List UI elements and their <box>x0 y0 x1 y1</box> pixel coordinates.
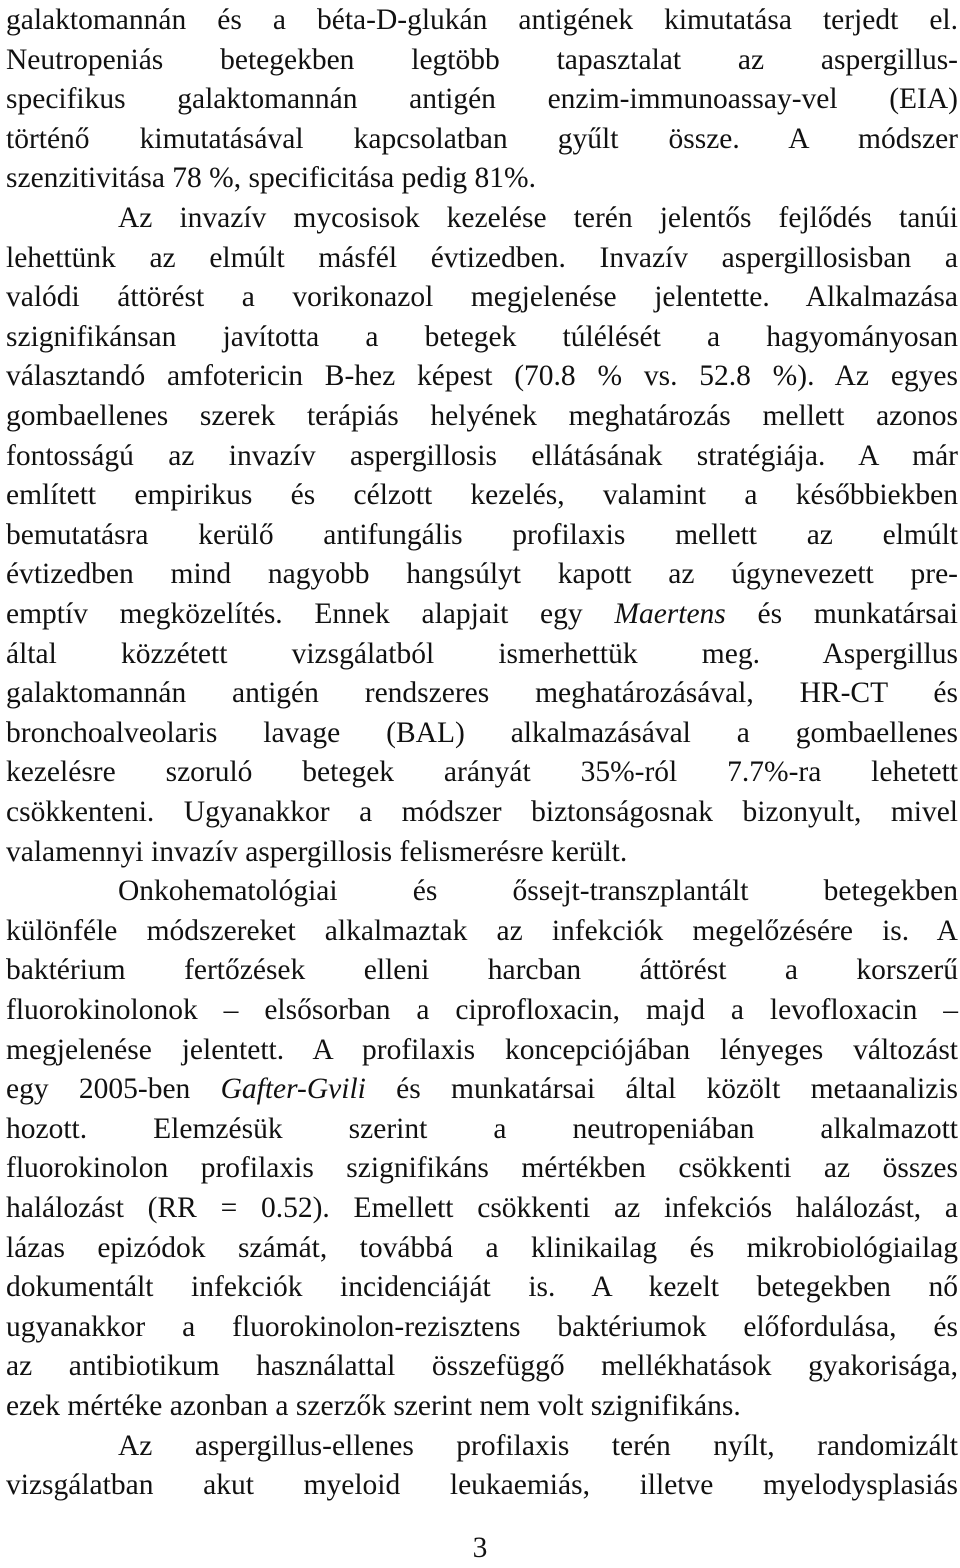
text-line: fluorokinolonok – elsősorban a ciprofloxacin, majd a levofloxacin – <box>6 994 958 1026</box>
text-line: hozott. Elemzésük szerint a neutropeniában alkalmazott <box>6 1112 958 1145</box>
text-line: ezek mértéke azonban a szerzők szerint nem volt szignifikáns. <box>6 1390 741 1422</box>
text-line: megjelenése jelentett. A profilaxis koncepciójában lényeges változást <box>6 1033 958 1066</box>
text-line: Onkohematológiai és őssejt-transzplantált betegekben <box>118 875 958 908</box>
text-line: bronchoalveolaris lavage (BAL) alkalmazásával a gombaellenes <box>6 716 958 749</box>
text-line: emptív megközelítés. Ennek alapjait egy Maertens és munkatársai <box>6 598 959 630</box>
text-line: kezelésre szoruló betegek arányát 35%-ról 7.7%-ra lehetett <box>6 756 958 789</box>
text-line: vizsgálatban akut myeloid leukaemiás, illetve myelodysplasiás <box>6 1469 958 1502</box>
text-line: csökkenteni. Ugyanakkor a módszer biztonságosnak bizonyult, mivel <box>6 796 958 828</box>
text-line: Az aspergillus-ellenes profilaxis terén nyílt, randomizált <box>118 1429 958 1462</box>
text-line: fontosságú az invazív aspergillosis ellátásának stratégiája. A már <box>6 439 958 472</box>
text-line: galaktomannán antigén rendszeres meghatározásával, HR-CT és <box>6 677 958 710</box>
text-line: által közzétett vizsgálatból ismerhettük meg. Aspergillus <box>6 637 958 670</box>
text-line: galaktomannán és a béta-D-glukán antigének kimutatása terjedt el. <box>6 4 958 36</box>
text-line: választandó amfotericin B-hez képest (70.8 % vs. 52.8 %). Az egyes <box>6 360 958 393</box>
text-line: fluorokinolon profilaxis szignifikáns mértékben csökkenti az összes <box>6 1152 958 1185</box>
text-line: lehettünk az elmúlt másfél évtizedben. Invazív aspergillosisban a <box>6 241 958 274</box>
text-line: egy 2005-ben Gafter-Gvili és munkatársai által közölt metaanalizis <box>6 1073 959 1106</box>
text-line: szenzitivitása 78 %, specificitása pedig 81%. <box>6 162 537 195</box>
text-line: bemutatásra kerülő antifungális profilaxis mellett az elmúlt <box>6 518 958 551</box>
text-line: halálozást (RR = 0.52). Emellett csökkenti az infekciós halálozást, a <box>6 1192 958 1224</box>
text-line: valamennyi invazív aspergillosis felismerésre került. <box>6 835 628 868</box>
text-line: szignifikánsan javította a betegek túlélését a hagyományosan <box>6 320 958 353</box>
text-line: lázas epizódok számát, továbbá a klinikailag és mikrobiológiailag <box>6 1231 958 1264</box>
text-line: valódi áttörést a vorikonazol megjelenése jelentette. Alkalmazása <box>6 281 958 314</box>
text-line: gombaellenes szerek terápiás helyének meghatározás mellett azonos <box>6 400 958 432</box>
text-line: történő kimutatásával kapcsolatban gyűlt össze. A módszer <box>6 122 958 155</box>
text-line: különféle módszereket alkalmaztak az infekciók megelőzésére is. A <box>6 914 958 947</box>
text-line: baktérium fertőzések elleni harcban áttörést a korszerű <box>6 954 958 987</box>
text-line: dokumentált infekciók incidenciáját is. A kezelt betegekben nő <box>6 1271 958 1304</box>
italic-author-name: Gafter-Gvili <box>220 1073 366 1106</box>
text-line: Neutropeniás betegekben legtöbb tapasztalat az aspergillus- <box>6 43 958 76</box>
text-line: specifikus galaktomannán antigén enzim-immunoassay-vel (EIA) <box>6 83 958 116</box>
text-line: évtizedben mind nagyobb hangsúlyt kapott az úgynevezett pre- <box>6 558 958 591</box>
text-line: ugyanakkor a fluorokinolon-rezisztens baktériumok előfordulása, és <box>6 1310 958 1343</box>
page-number: 3 <box>472 1532 488 1564</box>
text-line: az antibiotikum használattal összefüggő mellékhatások gyakorisága, <box>6 1350 958 1383</box>
text-line: említett empirikus és célzott kezelés, valamint a későbbiekben <box>6 479 958 512</box>
italic-author-name: Maertens <box>614 598 726 630</box>
text-line: Az invazív mycosisok kezelése terén jelentős fejlődés tanúi <box>118 202 958 234</box>
